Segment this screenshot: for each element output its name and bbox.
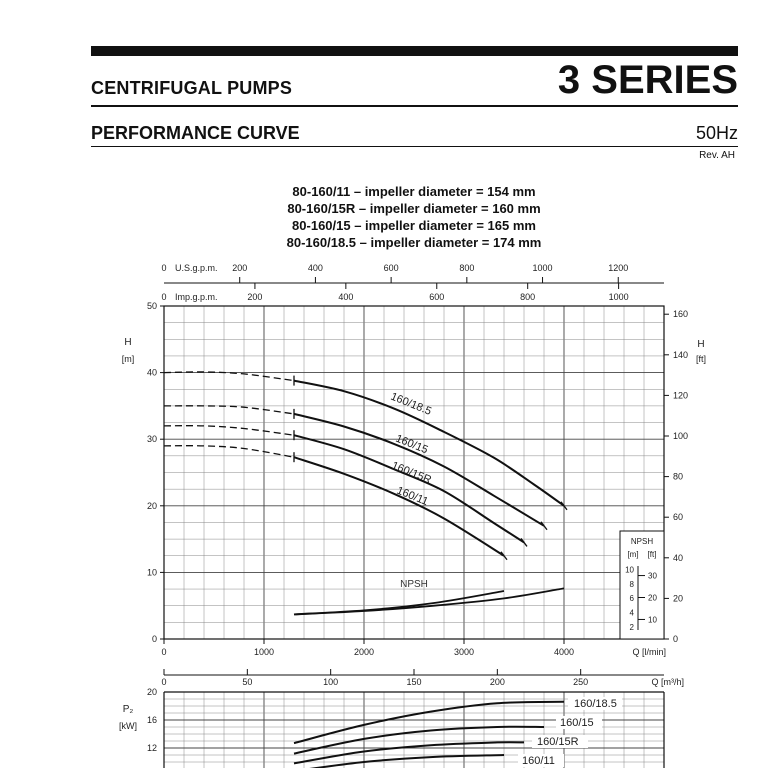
curve-label: 160/15R (389, 459, 433, 487)
chart-title-line: 80-160/18.5 – impeller diameter = 174 mm (286, 235, 542, 250)
npsh-box-title: NPSH (630, 537, 654, 546)
top-tick-label-impgpm: 800 (520, 292, 536, 302)
power-y-axis-unit: [kW] (119, 721, 137, 731)
npsh-box-unit-m: [m] (627, 550, 639, 559)
y-tick-label-right: 140 (673, 349, 689, 360)
section-title: PERFORMANCE CURVE (91, 123, 300, 143)
top-axis-impgpm-zero: 0 (161, 292, 167, 302)
y-axis-label-left: H (124, 337, 132, 348)
npsh-tick-label-m: 2 (629, 623, 634, 632)
q-axis-unit: Q [m³/h] (651, 677, 684, 687)
head-curve-dashed (164, 372, 294, 381)
npsh-tick-label-m: 10 (625, 565, 634, 575)
npsh-box-unit-ft: [ft] (647, 550, 657, 559)
power-curve-label: 160/15 (560, 717, 594, 729)
chart-title-line: 80-160/11 – impeller diameter = 154 mm (292, 184, 536, 199)
power-curve-160-18-5 (294, 702, 564, 743)
top-tick-label-usgpm: 1000 (532, 263, 553, 273)
q-tick-label: 0 (161, 677, 167, 687)
head-curve-dashed (164, 426, 294, 436)
y-tick-label-right: 160 (673, 309, 689, 320)
y-axis-unit-left: [m] (121, 354, 135, 364)
y-tick-label-right: 80 (673, 471, 684, 482)
top-tick-label-usgpm: 200 (232, 263, 248, 273)
header-product-line: CENTRIFUGAL PUMPS (91, 78, 293, 98)
x-tick-label: 0 (161, 647, 167, 657)
head-curve-dashed (164, 446, 294, 458)
top-tick-label-usgpm: 600 (383, 263, 399, 273)
y-tick-label-right: 120 (673, 390, 689, 401)
npsh-curve (294, 588, 564, 614)
q-tick-label: 200 (489, 677, 505, 687)
top-axis-usgpm-zero: 0 (161, 263, 167, 273)
power-y-tick-label: 20 (146, 687, 157, 697)
y-tick-label-left: 10 (146, 567, 157, 578)
top-tick-label-usgpm: 400 (307, 263, 323, 273)
top-tick-label-usgpm: 800 (459, 263, 475, 273)
chart-title-line: 80-160/15R – impeller diameter = 160 mm (287, 201, 541, 216)
y-tick-label-left: 40 (146, 367, 157, 378)
npsh-tick-label-ft: 30 (648, 571, 657, 581)
x-tick-label: 3000 (453, 647, 475, 657)
npsh-tick-label-m: 8 (629, 579, 634, 589)
y-tick-label-left: 50 (146, 301, 157, 311)
npsh-tick-label-m: 6 (629, 594, 634, 604)
head-curve-160-18-5 (294, 381, 564, 509)
y-tick-label-right: 60 (673, 512, 684, 523)
q-tick-label: 150 (406, 677, 422, 687)
power-y-axis-label: P₂ (122, 704, 134, 715)
y-tick-label-left: 0 (151, 634, 157, 644)
q-tick-label: 100 (323, 677, 339, 687)
top-tick-label-usgpm: 1200 (608, 263, 629, 273)
power-y-tick-label: 16 (146, 715, 157, 725)
revision-label: Rev. AH (699, 150, 735, 161)
y-axis-unit-right: [ft] (695, 354, 707, 364)
npsh-tick-label-m: 4 (629, 608, 634, 618)
y-tick-label-left: 20 (146, 500, 157, 511)
curve-label: 160/15 (393, 432, 430, 457)
x-tick-label: 1000 (253, 647, 275, 657)
frequency-label: 50Hz (695, 123, 738, 143)
power-curve-160-15 (294, 727, 544, 754)
x-tick-label: 2000 (353, 647, 375, 657)
y-tick-label-right: 40 (673, 552, 684, 563)
top-axis-usgpm-label: U.S.g.p.m. (175, 263, 218, 273)
npsh-tick-label-ft: 10 (648, 615, 657, 625)
npsh-curve-label: NPSH (400, 579, 428, 590)
top-axis-impgpm-label: Imp.g.p.m. (175, 292, 218, 302)
header-series: 3 SERIES (557, 58, 738, 102)
y-tick-label-right: 100 (673, 431, 689, 442)
top-tick-label-impgpm: 1000 (608, 292, 629, 302)
chart-title-line: 80-160/15 – impeller diameter = 165 mm (292, 218, 536, 233)
top-tick-label-impgpm: 400 (338, 292, 354, 302)
npsh-axis-box (620, 531, 664, 639)
q-tick-label: 50 (242, 677, 253, 687)
curve-label: 160/11 (394, 484, 430, 509)
x-axis-unit: Q [l/min] (632, 647, 666, 657)
power-curve-label: 160/18.5 (574, 698, 617, 710)
x-tick-label: 4000 (553, 647, 575, 657)
y-tick-label-right: 0 (673, 634, 679, 644)
y-tick-label-left: 30 (146, 434, 157, 445)
y-tick-label-right: 20 (673, 593, 684, 604)
npsh-tick-label-ft: 20 (648, 593, 657, 603)
q-tick-label: 250 (573, 677, 589, 687)
top-tick-label-impgpm: 600 (429, 292, 445, 302)
top-tick-label-impgpm: 200 (247, 292, 263, 302)
curve-label: 160/18.5 (388, 390, 434, 418)
power-curve-label: 160/15R (537, 736, 579, 748)
head-curve-dashed (164, 406, 294, 414)
power-curve-label: 160/11 (522, 755, 555, 767)
y-axis-label-right: H (697, 339, 705, 350)
power-y-tick-label: 12 (146, 743, 157, 753)
